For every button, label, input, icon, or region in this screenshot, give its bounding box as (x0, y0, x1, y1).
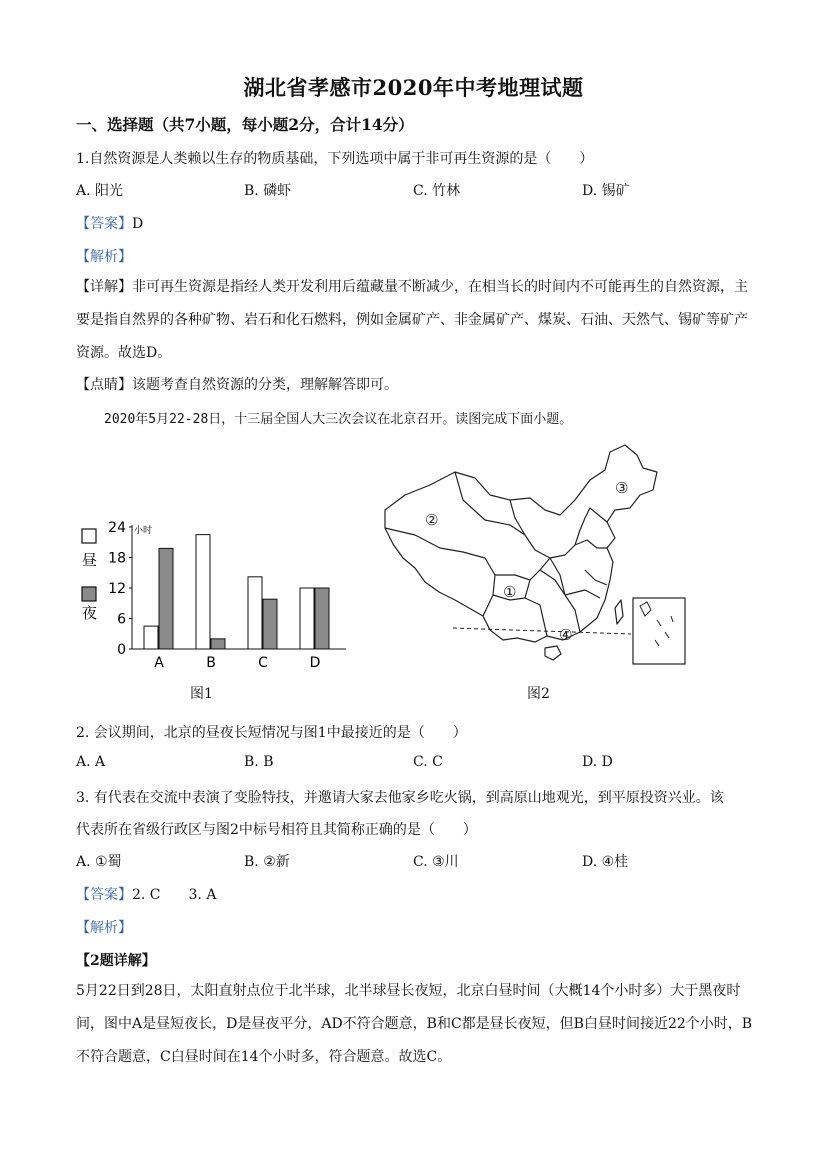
answer-label: 【答案】 (76, 887, 132, 903)
bar-D-night (315, 588, 329, 649)
tropic-line (453, 628, 631, 634)
figure2-caption: 图2 (527, 686, 550, 702)
q1-option-c: C. 竹林 (413, 183, 461, 199)
china-outline (385, 445, 657, 642)
q3-stem-line1: 3. 有代表在交流中表演了变脸特技，并邀请大家去他家乡吃火锅，到高原山地观光，到平原投资兴业。该 (76, 790, 724, 806)
bar-C-day (248, 577, 262, 649)
island-taiwan (615, 600, 623, 624)
q1-option-a: A. 阳光 (76, 183, 124, 199)
q1-answer (76, 213, 143, 233)
y-tick-label: 18 (108, 550, 126, 567)
answer-value: D (132, 216, 144, 232)
q1-option-b: B. 磷虾 (244, 183, 292, 199)
map-label-3: ③ (615, 479, 629, 497)
q1-detail: 【详解】非可再生资源是指经人类开发利用后蕴藏量不断减少，在相当长的时间内不可能再生的自然资源，主要是指自然界的各种矿物、岩石和化石燃料，例如金属矿产、非金属矿产、煤炭、石油、天然气、锡矿等矿产资源。故选D。 (76, 279, 748, 361)
q23-analysis-label: 【解析】 (76, 920, 132, 936)
y-tick-label: 0 (117, 642, 126, 658)
q1-analysis-label: 【解析】 (76, 249, 132, 265)
x-category-label: B (206, 655, 216, 671)
y-unit-label: 小时 (134, 526, 153, 536)
q1-stem: 1.自然资源是人类赖以生存的物质基础，下列选项中属于非可再生资源的是（ ） (76, 151, 594, 167)
bar-D-day (300, 588, 314, 649)
q1-option-d: D. 锡矿 (582, 183, 630, 199)
answer-label: 【答案】 (76, 216, 132, 232)
x-category-label: C (258, 655, 268, 671)
q2-option-b: B. B (244, 754, 274, 770)
y-tick-label: 24 (108, 520, 126, 536)
map-label-2: ② (425, 511, 439, 529)
section-heading: 一、选择题（共7小题，每小题2分，合计14分） (76, 115, 414, 134)
bar-B-night (211, 639, 225, 649)
q3-option-a: A. ①蜀 (76, 854, 122, 870)
legend-day-swatch (82, 529, 96, 543)
island-hainan (545, 646, 561, 660)
q2-stem: 2. 会议期间，北京的昼夜长短情况与图1中最接近的是（ ） (76, 725, 467, 741)
map-label-4: ④ (559, 626, 573, 644)
bar-B-day (196, 535, 210, 649)
bar-A-night (159, 548, 173, 649)
x-category-label: D (309, 655, 321, 671)
q3-option-c: C. ③川 (413, 854, 459, 870)
bar-C-night (263, 599, 277, 649)
q2-option-a: A. A (76, 754, 106, 770)
legend-day-label: 昼 (82, 551, 98, 569)
figure1-chart (76, 515, 366, 710)
q1-tip: 【点睛】该题考查自然资源的分类，理解解答即可。 (76, 377, 398, 393)
q3-option-b: B. ②新 (244, 854, 290, 870)
figure2-map (375, 440, 695, 680)
page-title: 湖北省孝感市2020年中考地理试题 (243, 75, 584, 100)
q3-stem-line2: 代表所在省级行政区与图2中标号相符且其简称正确的是（ ） (76, 822, 477, 838)
answer-value: 2. C 3. A (132, 887, 217, 903)
q2-detail: 5月22日到28日，太阳直射点位于北半球，北半球昼长夜短，北京白昼时间（大概14个小时多）大于黑夜时间，图中A是昼短夜长，D是昼夜平分，AD不符合题意，B和C都是昼长夜短，但B白昼时间接近22个小时，B不符合题意，C白昼时间在14个小时多，符合题意。故选C。 (76, 983, 753, 1065)
figure1-caption: 图1 (190, 686, 213, 702)
q2-option-d: D. D (582, 754, 613, 770)
q2-detail-label: 【2题详解】 (76, 953, 156, 969)
map-label-1: ① (503, 583, 517, 601)
x-category-label: A (154, 655, 164, 671)
legend-night-label: 夜 (82, 604, 98, 622)
y-tick-label: 6 (117, 611, 126, 628)
q23-answer (76, 884, 216, 904)
y-tick-label: 12 (108, 581, 126, 597)
bar-A-day (144, 626, 158, 649)
intro-text: 2020年5月22-28日，十三届全国人大三次会议在北京召开。读图完成下面小题。 (104, 412, 573, 427)
q3-option-d: D. ④桂 (582, 854, 629, 870)
q2-option-c: C. C (413, 754, 443, 770)
legend-night-swatch (82, 587, 96, 601)
